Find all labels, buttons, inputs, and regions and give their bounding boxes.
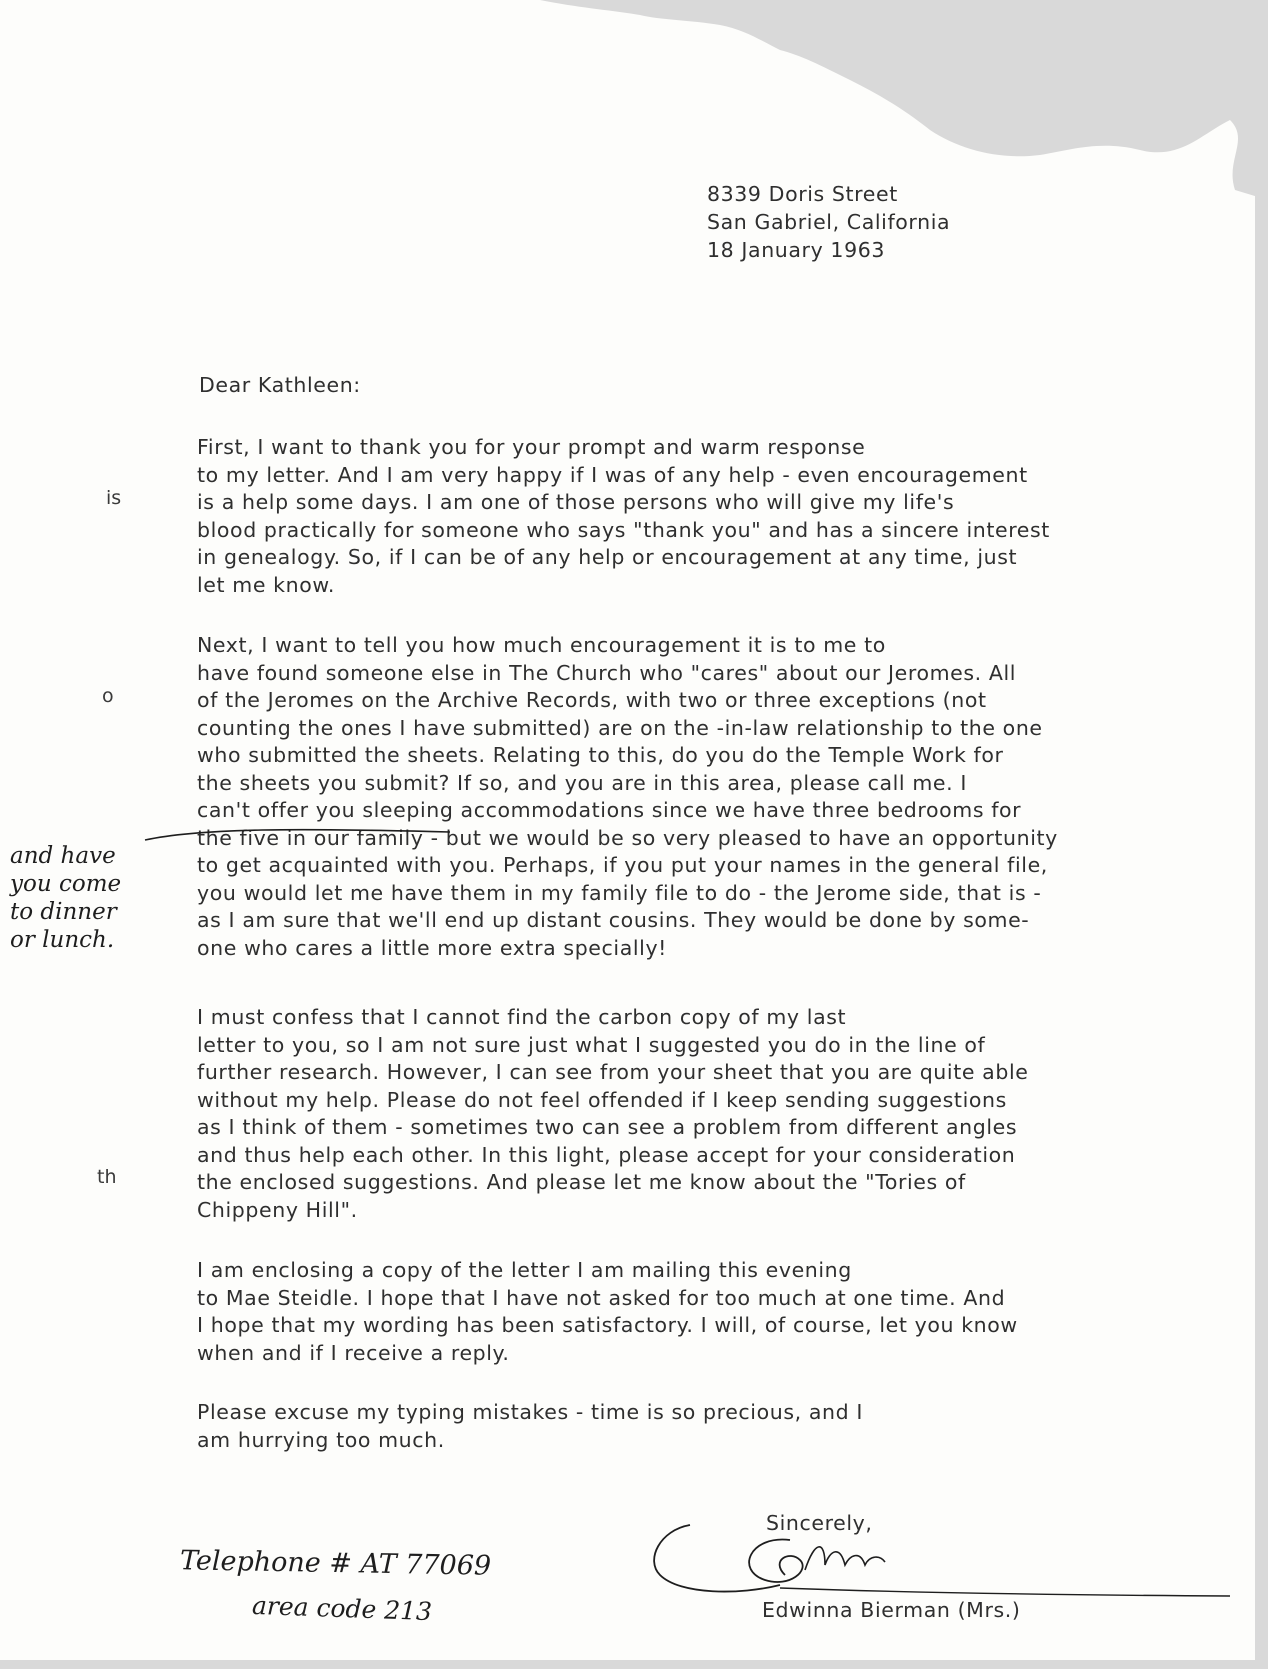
text-line: Chippeny Hill". bbox=[197, 1197, 358, 1222]
paragraph-3 bbox=[197, 1004, 1028, 1224]
paragraph-5 bbox=[197, 1399, 863, 1454]
text-line: am hurrying too much. bbox=[197, 1427, 445, 1452]
text-line: the sheets you submit? If so, and you are in this area, please call me. I bbox=[197, 770, 967, 795]
handwritten-area-code: area code 213 bbox=[251, 1590, 433, 1627]
address-street: 8339 Doris Street bbox=[707, 182, 898, 206]
sender-address bbox=[707, 181, 950, 265]
text-line: Next, I want to tell you how much encouragement it is to me to bbox=[197, 633, 886, 657]
margin-note-th: th bbox=[97, 1166, 117, 1188]
text-line: to Mae Steidle. I hope that I have not asked for too much at one time. And bbox=[197, 1285, 1006, 1310]
closing: Sincerely, bbox=[766, 1511, 873, 1535]
salutation: Dear Kathleen: bbox=[199, 373, 361, 397]
text-line: is a help some days. I am one of those persons who will give my life's bbox=[197, 490, 955, 514]
letter-date: 18 January 1963 bbox=[707, 238, 886, 262]
text-line: I must confess that I cannot find the carbon copy of my last bbox=[197, 1005, 847, 1029]
text-line: who submitted the sheets. Relating to this, do you do the Temple Work for bbox=[197, 743, 1004, 767]
text-line: when and if I receive a reply. bbox=[197, 1340, 510, 1365]
handwritten-line: you come bbox=[10, 871, 122, 897]
address-city: San Gabriel, California bbox=[707, 210, 951, 234]
text-line: let me know. bbox=[197, 572, 335, 597]
text-line: without my help. Please do not feel offended if I keep sending suggestions bbox=[197, 1087, 1007, 1112]
handwritten-margin-note bbox=[10, 842, 121, 954]
text-line: can't offer you sleeping accommodations since we have three bedrooms for bbox=[197, 798, 1022, 822]
paragraph-4 bbox=[197, 1257, 1018, 1367]
text-line: as I am sure that we'll end up distant cousins. They would be done by some- bbox=[197, 908, 1030, 932]
handwritten-line: to dinner bbox=[10, 899, 117, 925]
text-line: I hope that my wording has been satisfactory. I will, of course, let you know bbox=[197, 1313, 1018, 1337]
handwritten-underline bbox=[140, 820, 460, 850]
text-line: blood practically for someone who says "thank you" and has a sincere interest bbox=[197, 517, 1050, 542]
margin-note-o: o bbox=[102, 685, 114, 707]
text-line: you would let me have them in my family file to do - the Jerome side, that is - bbox=[197, 880, 1042, 905]
margin-note-is: is bbox=[106, 487, 122, 509]
signature-name: Edwinna Bierman (Mrs.) bbox=[762, 1598, 1021, 1622]
text-line: one who cares a little more extra specially! bbox=[197, 935, 667, 960]
text-line: as I think of them - sometimes two can see a problem from different angles bbox=[197, 1115, 1018, 1139]
text-line: First, I want to thank you for your prompt and warm response bbox=[197, 435, 866, 459]
paragraph-1 bbox=[197, 434, 1050, 599]
torn-paper-corner bbox=[0, 0, 1268, 200]
handwritten-line: and have bbox=[10, 843, 116, 869]
text-line: to my letter. And I am very happy if I was of any help - even encouragement bbox=[197, 462, 1028, 487]
text-line: the enclosed suggestions. And please let me know about the "Tories of bbox=[197, 1170, 966, 1194]
text-line: further research. However, I can see from your sheet that you are quite able bbox=[197, 1060, 1029, 1084]
text-line: in genealogy. So, if I can be of any help or encouragement at any time, just bbox=[197, 545, 1018, 569]
text-line: letter to you, so I am not sure just what I suggested you do in the line of bbox=[197, 1032, 986, 1057]
handwritten-line: or lunch. bbox=[10, 927, 115, 953]
handwritten-telephone: Telephone # AT 77069 bbox=[179, 1545, 492, 1582]
text-line: I am enclosing a copy of the letter I am mailing this evening bbox=[197, 1258, 852, 1282]
text-line: of the Jeromes on the Archive Records, with two or three exceptions (not bbox=[197, 688, 987, 712]
text-line: counting the ones I have submitted) are on the -in-law relationship to the one bbox=[197, 715, 1043, 740]
text-line: the five in our family - but we would be so very pleased to have an opportunity bbox=[197, 825, 1058, 850]
text-line: have found someone else in The Church who "cares" about our Jeromes. All bbox=[197, 660, 1017, 685]
text-line: Please excuse my typing mistakes - time is so precious, and I bbox=[197, 1400, 863, 1424]
text-line: to get acquainted with you. Perhaps, if you put your names in the general file, bbox=[197, 853, 1048, 877]
text-line: and thus help each other. In this light, please accept for your consideration bbox=[197, 1142, 1016, 1167]
paragraph-2 bbox=[197, 632, 1058, 962]
